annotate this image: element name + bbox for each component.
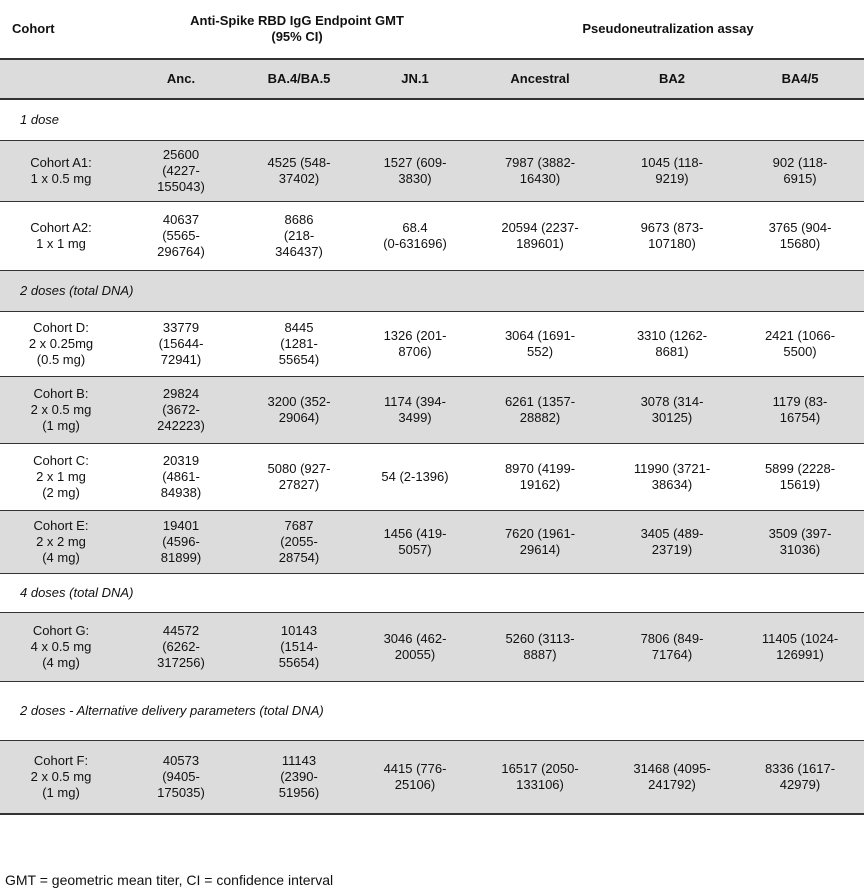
cohort-cell — [0, 741, 122, 815]
value-line: 38634) — [651, 477, 693, 492]
value-line: 4415 (776- — [383, 761, 447, 776]
value-line: 8706) — [398, 344, 432, 359]
value-cell — [358, 511, 472, 574]
value-line: 8970 (4199- — [504, 461, 576, 476]
cohort-line: Cohort D: — [33, 320, 89, 335]
value-line: 8336 (1617- — [764, 761, 836, 776]
cohort-column-header: Cohort — [0, 0, 122, 59]
value-cell — [122, 613, 240, 682]
value-line: 552) — [527, 344, 554, 359]
value-cell — [122, 377, 240, 444]
value-line: (4861- — [162, 469, 200, 484]
value-cell — [736, 377, 864, 444]
value-line: 25106) — [394, 777, 436, 792]
value-cell — [608, 141, 736, 202]
value-line: (9405- — [162, 769, 200, 784]
value-line: 15680) — [779, 236, 821, 251]
value-line: 3310 (1262- — [636, 328, 708, 343]
table-row — [0, 741, 864, 815]
value-line: 3064 (1691- — [504, 328, 576, 343]
value-line: 6261 (1357- — [504, 394, 576, 409]
value-line: 28754) — [278, 550, 320, 565]
value-line: 242223) — [157, 418, 205, 433]
value-cell — [240, 444, 358, 511]
table-row — [0, 141, 864, 202]
value-line: (6262- — [162, 639, 200, 654]
value-line: 16430) — [519, 171, 561, 186]
value-cell — [472, 511, 608, 574]
subheader-jn1: JN.1 — [358, 59, 472, 99]
value-line: 1179 (83- — [772, 394, 828, 409]
table-row — [0, 511, 864, 574]
value-cell — [608, 312, 736, 377]
value-cell — [472, 202, 608, 271]
value-line: 189601) — [516, 236, 564, 251]
footnote: GMT = geometric mean titer, CI = confidence interval — [5, 872, 334, 888]
value-line: 346437) — [275, 244, 323, 259]
value-cell — [122, 444, 240, 511]
subheader-ancestral: Ancestral — [472, 59, 608, 99]
value-line: 11405 (1024- — [761, 631, 839, 646]
value-cell — [122, 741, 240, 815]
subheader-blank — [0, 59, 122, 99]
value-cell — [736, 613, 864, 682]
value-cell — [122, 202, 240, 271]
value-line: 37402) — [278, 171, 320, 186]
value-line: 40637 — [162, 212, 200, 227]
value-cell — [472, 741, 608, 815]
igg-group-title: Anti-Spike RBD IgG Endpoint GMT — [190, 13, 404, 28]
value-line: 2421 (1066- — [764, 328, 836, 343]
value-cell — [358, 613, 472, 682]
cohort-line: 2 x 0.5 mg — [30, 402, 92, 417]
cohort-line: Cohort G: — [32, 623, 90, 638]
value-line: 15619) — [779, 477, 821, 492]
value-line: (1514- — [280, 639, 318, 654]
cohort-cell — [0, 377, 122, 444]
cohort-line: (4 mg) — [42, 550, 80, 565]
cohort-cell — [0, 312, 122, 377]
value-line: 126991) — [776, 647, 824, 662]
value-line: 30125) — [651, 410, 693, 425]
value-line: (2055- — [280, 534, 318, 549]
value-line: 6915) — [783, 171, 817, 186]
value-line: 31468 (4095- — [633, 761, 711, 776]
value-line: 68.4 — [402, 220, 428, 235]
value-line: 20594 (2237- — [501, 220, 579, 235]
cohort-line: 2 x 0.25mg — [28, 336, 94, 351]
value-line: 902 (118- — [772, 155, 828, 170]
value-line: 3499) — [398, 410, 432, 425]
value-cell — [608, 444, 736, 511]
value-cell — [608, 377, 736, 444]
value-cell — [358, 312, 472, 377]
value-cell — [608, 741, 736, 815]
value-line: 28882) — [519, 410, 561, 425]
value-line: (218- — [283, 228, 315, 243]
value-line: 25600 — [162, 147, 200, 162]
value-line: 1326 (201- — [383, 328, 447, 343]
value-cell — [472, 613, 608, 682]
value-line: 33779 — [162, 320, 200, 335]
header-row-groups — [0, 0, 864, 59]
value-line: 1045 (118- — [641, 155, 703, 170]
value-line: 8445 — [284, 320, 314, 335]
table-row — [0, 312, 864, 377]
header-row-variants — [0, 59, 864, 99]
section-title: 2 doses (total DNA) — [0, 271, 864, 312]
value-line: 84938) — [160, 485, 202, 500]
value-line: 3046 (462- — [383, 631, 447, 646]
cohort-cell — [0, 613, 122, 682]
value-line: 40573 — [162, 753, 200, 768]
value-line: 3765 (904- — [768, 220, 832, 235]
value-cell — [736, 741, 864, 815]
value-line: 133106) — [516, 777, 564, 792]
value-cell — [736, 312, 864, 377]
section-row — [0, 99, 864, 141]
value-line: 3830) — [398, 171, 432, 186]
cohort-line: 2 x 0.5 mg — [30, 769, 92, 784]
value-cell — [240, 511, 358, 574]
value-cell — [122, 141, 240, 202]
value-line: (0-631696) — [383, 236, 447, 251]
value-line: 29064) — [278, 410, 320, 425]
cohort-line: Cohort F: — [33, 753, 89, 768]
cohort-line: Cohort A2: — [30, 220, 92, 235]
cohort-line: Cohort E: — [33, 518, 89, 533]
value-line: (15644- — [158, 336, 204, 351]
value-line: 16517 (2050- — [501, 761, 579, 776]
igg-group-ci: (95% CI) — [271, 29, 323, 44]
section-title: 2 doses - Alternative delivery parameters (total DNA) — [0, 682, 864, 741]
value-line: (3672- — [162, 402, 200, 417]
section-row — [0, 682, 864, 741]
value-line: 4525 (548- — [267, 155, 331, 170]
value-line: 44572 — [162, 623, 200, 638]
section-title: 4 doses (total DNA) — [0, 574, 864, 613]
cohort-line: (1 mg) — [42, 785, 80, 800]
value-line: 3200 (352- — [267, 394, 331, 409]
value-cell — [736, 511, 864, 574]
cohort-line: Cohort C: — [33, 453, 89, 468]
table-row — [0, 202, 864, 271]
value-line: 8681) — [655, 344, 689, 359]
value-line: 11143 — [281, 753, 317, 768]
value-line: 19401 — [162, 518, 200, 533]
value-line: 11990 (3721- — [633, 461, 711, 476]
value-line: 8887) — [523, 647, 557, 662]
value-cell — [240, 141, 358, 202]
table-row — [0, 377, 864, 444]
cohort-line: Cohort A1: — [30, 155, 92, 170]
cohort-line: 1 x 0.5 mg — [30, 171, 92, 186]
value-line: 155043) — [157, 179, 205, 194]
value-line: 1527 (609- — [383, 155, 447, 170]
value-cell — [358, 141, 472, 202]
table-body — [0, 99, 864, 814]
value-cell — [122, 312, 240, 377]
value-line: 23719) — [651, 542, 693, 557]
value-line: 175035) — [157, 785, 205, 800]
value-line: 5080 (927- — [267, 461, 331, 476]
section-row — [0, 574, 864, 613]
value-line: 55654) — [278, 352, 320, 367]
igg-group-header — [122, 0, 472, 59]
value-line: 27827) — [278, 477, 320, 492]
value-cell — [240, 741, 358, 815]
value-line: 5057) — [398, 542, 432, 557]
value-line: (4596- — [162, 534, 200, 549]
value-cell — [472, 141, 608, 202]
cohort-line: 1 x 1 mg — [36, 236, 86, 251]
value-cell — [472, 312, 608, 377]
value-cell — [240, 312, 358, 377]
value-cell — [240, 202, 358, 271]
value-line: 81899) — [160, 550, 202, 565]
value-line: 107180) — [648, 236, 696, 251]
cohort-line: (1 mg) — [42, 418, 80, 433]
cohort-cell — [0, 511, 122, 574]
value-line: 10143 — [280, 623, 318, 638]
value-cell — [608, 613, 736, 682]
value-cell — [240, 613, 358, 682]
value-line: 19162) — [519, 477, 561, 492]
table-row — [0, 444, 864, 511]
value-line: 1174 (394- — [384, 394, 446, 409]
value-line: 9673 (873- — [640, 220, 704, 235]
cohort-line: 2 x 2 mg — [36, 534, 86, 549]
pseudo-group-header: Pseudoneutralization assay — [472, 0, 864, 59]
section-row — [0, 271, 864, 312]
value-line: 71764) — [651, 647, 693, 662]
value-line: 5500) — [783, 344, 817, 359]
cohort-line: 4 x 0.5 mg — [30, 639, 92, 654]
value-line: 3509 (397- — [768, 526, 832, 541]
value-line: 7987 (3882- — [504, 155, 576, 170]
value-line: 1456 (419- — [383, 526, 447, 541]
value-line: 7806 (849- — [640, 631, 704, 646]
cohort-line: (0.5 mg) — [36, 352, 86, 367]
value-line: (4227- — [162, 163, 200, 178]
value-line: 241792) — [648, 777, 696, 792]
section-title: 1 dose — [0, 99, 864, 141]
value-line: 51956) — [278, 785, 320, 800]
value-line: 54 (2-1396) — [381, 469, 449, 484]
value-line: 55654) — [278, 655, 320, 670]
cohort-line: (4 mg) — [42, 655, 80, 670]
value-line: 72941) — [160, 352, 202, 367]
value-line: 296764) — [157, 244, 205, 259]
value-line: 29614) — [519, 542, 561, 557]
value-line: 31036) — [779, 542, 821, 557]
cohort-cell — [0, 444, 122, 511]
value-line: 5260 (3113- — [505, 631, 575, 646]
value-line: 3078 (314- — [640, 394, 704, 409]
value-line: 5899 (2228- — [764, 461, 836, 476]
table-row — [0, 613, 864, 682]
value-cell — [358, 202, 472, 271]
value-line: 42979) — [779, 777, 821, 792]
value-line: 3405 (489- — [640, 526, 704, 541]
value-cell — [358, 444, 472, 511]
value-line: 16754) — [779, 410, 821, 425]
value-cell — [736, 202, 864, 271]
value-line: 20319 — [162, 453, 200, 468]
subheader-ba4-5: BA4/5 — [736, 59, 864, 99]
value-line: 317256) — [157, 655, 205, 670]
subheader-ba45: BA.4/BA.5 — [240, 59, 358, 99]
value-cell — [608, 202, 736, 271]
subheader-ba2: BA2 — [608, 59, 736, 99]
value-line: (1281- — [280, 336, 318, 351]
value-cell — [472, 444, 608, 511]
cohort-line: Cohort B: — [33, 386, 89, 401]
value-line: (5565- — [162, 228, 200, 243]
value-line: 20055) — [394, 647, 436, 662]
subheader-anc: Anc. — [122, 59, 240, 99]
cohort-line: 2 x 1 mg — [36, 469, 86, 484]
value-cell — [358, 377, 472, 444]
value-cell — [472, 377, 608, 444]
value-cell — [358, 741, 472, 815]
value-cell — [608, 511, 736, 574]
value-cell — [736, 141, 864, 202]
cohort-cell — [0, 141, 122, 202]
value-line: 7620 (1961- — [504, 526, 576, 541]
value-line: 9219) — [655, 171, 689, 186]
cohort-line: (2 mg) — [42, 485, 80, 500]
cohort-cell — [0, 202, 122, 271]
value-cell — [122, 511, 240, 574]
value-cell — [240, 377, 358, 444]
value-cell — [736, 444, 864, 511]
value-line: 29824 — [162, 386, 200, 401]
value-line: 8686 — [284, 212, 314, 227]
value-line: 7687 — [284, 518, 314, 533]
value-line: (2390- — [280, 769, 318, 784]
